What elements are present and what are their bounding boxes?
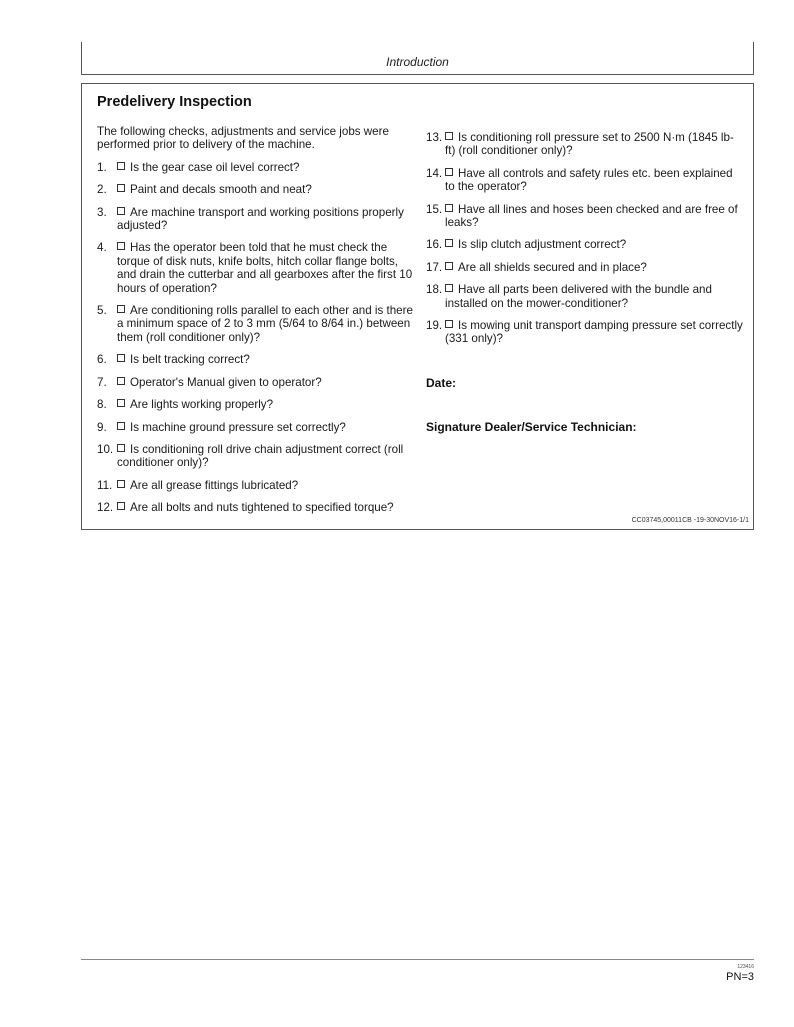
item-number: 15. xyxy=(426,202,443,216)
item-body xyxy=(117,376,415,389)
checkbox-icon[interactable] xyxy=(117,502,125,510)
checklist-item xyxy=(426,261,744,274)
date-label: Date: xyxy=(426,376,457,390)
item-text: Is slip clutch adjustment correct? xyxy=(458,238,627,252)
item-number: 17. xyxy=(426,260,443,274)
checklist-item xyxy=(97,479,415,492)
section-title: Predelivery Inspection xyxy=(97,94,252,110)
item-body xyxy=(117,398,415,411)
checklist-item xyxy=(97,183,415,196)
item-number: 14. xyxy=(426,166,443,180)
checkbox-icon[interactable] xyxy=(117,305,125,313)
item-number: 8. xyxy=(97,398,107,412)
checkbox-icon[interactable] xyxy=(445,239,453,247)
checklist-item xyxy=(97,353,415,366)
item-text: Have all lines and hoses been checked and are free of leaks? xyxy=(445,202,738,230)
checklist-right-column xyxy=(426,131,744,355)
item-number: 12. xyxy=(97,501,114,515)
item-number: 5. xyxy=(97,304,107,318)
item-body xyxy=(445,283,744,310)
checkbox-icon[interactable] xyxy=(445,320,453,328)
item-body xyxy=(117,206,415,233)
item-number: 16. xyxy=(426,238,443,252)
intro-text: The following checks, adjustments and service jobs were performed prior to delivery of the machine. xyxy=(97,125,389,152)
item-text: Has the operator been told that he must check the torque of disk nuts, knife bolts, hitch collar flange bolts, and drain the cutterbar and all gearboxes after the first 10 hours of operation? xyxy=(117,241,413,295)
item-body xyxy=(117,353,415,366)
item-body xyxy=(445,238,744,251)
checkbox-icon[interactable] xyxy=(117,480,125,488)
item-body xyxy=(445,261,744,274)
checkbox-icon[interactable] xyxy=(117,422,125,430)
checkbox-icon[interactable] xyxy=(117,444,125,452)
item-body xyxy=(117,161,415,174)
item-text: Have all controls and safety rules etc. been explained to the operator? xyxy=(445,166,733,194)
checklist-item xyxy=(97,161,415,174)
checklist-item xyxy=(97,443,415,470)
checkbox-icon[interactable] xyxy=(445,132,453,140)
checklist-item xyxy=(97,398,415,411)
item-number: 9. xyxy=(97,420,107,434)
header-title: Introduction xyxy=(386,55,449,69)
item-number: 6. xyxy=(97,353,107,367)
item-number: 2. xyxy=(97,183,107,197)
checklist-item xyxy=(426,131,744,158)
checklist-item xyxy=(97,501,415,514)
item-text: Are machine transport and working positions properly adjusted? xyxy=(117,205,404,233)
item-text: Is conditioning roll drive chain adjustment correct (roll conditioner only)? xyxy=(117,442,404,470)
reference-code: CC03745,00011CB -19-30NOV16-1/1 xyxy=(631,517,749,524)
item-text: Have all parts been delivered with the bundle and installed on the mower-conditioner? xyxy=(445,283,712,310)
item-number: 13. xyxy=(426,131,443,144)
footer-divider xyxy=(81,959,754,960)
checklist-item xyxy=(97,304,415,344)
item-text: Is machine ground pressure set correctly? xyxy=(130,420,346,434)
item-body xyxy=(445,131,744,158)
item-number: 11. xyxy=(97,478,113,492)
predelivery-inspection-section xyxy=(81,83,754,530)
checkbox-icon[interactable] xyxy=(445,262,453,270)
checklist-item xyxy=(97,241,415,295)
checkbox-icon[interactable] xyxy=(117,184,125,192)
checkbox-icon[interactable] xyxy=(117,354,125,362)
item-number: 7. xyxy=(97,375,107,389)
checkbox-icon[interactable] xyxy=(117,399,125,407)
item-number: 1. xyxy=(97,160,107,174)
item-body xyxy=(445,319,744,346)
item-text: Are all grease fittings lubricated? xyxy=(130,478,299,492)
item-body xyxy=(117,421,415,434)
item-text: Is conditioning roll pressure set to 2500 N·m (1845 lb-ft) (roll conditioner only)? xyxy=(445,131,734,158)
checkbox-icon[interactable] xyxy=(117,377,125,385)
item-text: Paint and decals smooth and neat? xyxy=(130,183,312,197)
item-body xyxy=(117,501,415,514)
item-number: 3. xyxy=(97,205,107,219)
item-body xyxy=(117,443,415,470)
item-body xyxy=(117,479,415,492)
checkbox-icon[interactable] xyxy=(117,207,125,215)
item-text: Is mowing unit transport damping pressure set correctly (331 only)? xyxy=(445,319,743,346)
checkbox-icon[interactable] xyxy=(117,242,125,250)
checkbox-icon[interactable] xyxy=(117,162,125,170)
checklist-item xyxy=(426,167,744,194)
checklist-item xyxy=(426,283,744,310)
item-body xyxy=(445,203,744,230)
page-header xyxy=(81,42,754,75)
item-number: 19. xyxy=(426,319,443,333)
checkbox-icon[interactable] xyxy=(445,204,453,212)
checklist-items-left xyxy=(97,161,415,515)
checklist-item xyxy=(97,376,415,389)
page-number: PN=3 xyxy=(726,971,754,983)
item-number: 4. xyxy=(97,241,107,255)
item-body xyxy=(445,167,744,194)
signature-label: Signature Dealer/Service Technician: xyxy=(426,420,637,434)
item-body xyxy=(117,304,415,344)
checklist-item xyxy=(426,203,744,230)
item-text: Is belt tracking correct? xyxy=(130,353,250,367)
checklist-item xyxy=(426,319,744,346)
item-body xyxy=(117,241,415,295)
checklist-item xyxy=(97,206,415,233)
checklist-item xyxy=(426,238,744,251)
checklist-items-right xyxy=(426,131,744,346)
checkbox-icon[interactable] xyxy=(445,284,453,292)
item-text: Are conditioning rolls parallel to each other and is there a minimum space of 2 to 3 mm (5/64 to 8/64 in.) between them (roll conditioner only)? xyxy=(117,304,413,344)
footer-small-code: 123416 xyxy=(737,964,754,970)
item-number: 18. xyxy=(426,283,443,297)
item-text: Operator's Manual given to operator? xyxy=(130,375,322,389)
item-number: 10. xyxy=(97,442,114,456)
item-text: Are all bolts and nuts tightened to specified torque? xyxy=(130,501,394,515)
checklist-left-column xyxy=(97,125,415,524)
item-text: Is the gear case oil level correct? xyxy=(130,160,300,174)
checkbox-icon[interactable] xyxy=(445,168,453,176)
item-body xyxy=(117,183,415,196)
item-text: Are lights working properly? xyxy=(130,398,274,412)
item-text: Are all shields secured and in place? xyxy=(458,260,647,274)
checklist-item xyxy=(97,421,415,434)
